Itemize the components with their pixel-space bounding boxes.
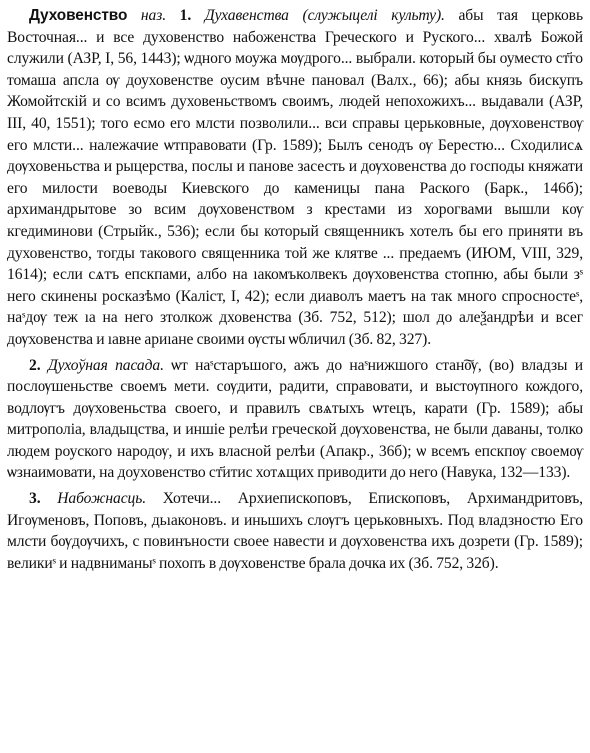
sense-number: 3. [29,490,41,508]
sense-gloss: Духавенства (служыцелі культу). [204,7,445,24]
sense-text: Хотечи... Архиепископовъ, Епископовъ, Архимандритовъ, Игѹменовъ, Поповъ, дьıаконовъ. и иньшихъ слѹгъ церьковныхъ. Под владзностю Его млсти бѹдѹчихъ, с повинъности своее навести и дѹховенства ихъ дозрети (Гр. 1589); великиˢ и надвниманыˢ похопъ в дѹховенстве брала дочка их (Зб. 752, 32б). [7,490,583,572]
sense-1 [7,5,583,351]
sense-gloss: Набожнасць. [57,490,147,508]
sense-text: абы тая церковь Восточная... и все духовенство набоженства Греческого и Руского... хвалѣ Божой служили (АЗР, I, 56, 1443); ѡдного моужа мѹдрого... выбрали. который бы оуместо ст҃го томаша апсла ѹ доуховенстве оусим вѣчне пановал (Валх., 66); абы князь бискупъ Жомойтскій и со всимъ духовеньствомъ своимъ, людей непохожихъ... выдавали (АЗР, III, 40, 1551); того есмо его млсти позволили... вси справы церьковные, дѹховенствѹ его млсти... належачие ѡтправовати (Гр. 1589); Былъ сенодъ ѹ Берестю... Сходилисѧ дѹховеньства и рыцерства, послы и панове засесть и дѹховенства до господы княжати его милости воеводы Киевского до каменицы пана Раского (Барк., 146б); архимандрытове зо всим дѹховенством з крестами из хорогвами вышли кѹ кгедиминови (Стрыйк., 536); если бы который священникъ хотелъ бы его приняти въ духовенство, тогды такового священника той же клятве ... предаемъ (ИЮМ, VIII, 329, 1614); если сѧтъ епскпами, албо на ıакомъколвекъ дѹховенства стопню, абы были зˢ него скинены росказѣмо (Каліст, I, 42); если диаволъ маетъ на так много спросностеˢ, наˢдѹ теж ıа на него зтолкож дховенства (Зб. 752, 512); шол до алеѯандрѣи и всег дѹховенства и ıавне ариıане своими ѹсты ѡбличил (Зб. 82, 327). [7,7,583,348]
sense-number: 2. [29,356,41,374]
sense-gloss: Духоўная пасада. [47,356,164,374]
headword: Духовенство [29,7,128,24]
sense-3 [7,488,583,574]
grammar-label: наз. [140,7,166,24]
sense-number: 1. [179,7,192,24]
sense-text: ѡт наˢстаръшого, ажъ до наˢнижшого стан͠ѹ, (во) владзы и послѹшеньстве своемъ мети. сѹдити, радити, справовати, и выстѹпного кождого, водлѹгъ дѹховеньства своего, и правилъ свѧтыхъ ѡтецъ, карати (Гр. 1589); абы митрополіа, владыцства, и иншіе релѣи греческой дѹховенства, не были даваны, толко людем роуского народѹ, и ихъ власной релѣи (Апакр., 36б); ѡ всемъ епскпѹ своемѹ ѡзнаимовати, на доуховенство ст҃итис хотѧщих приводити до него (Навука, 132—133). [7,356,583,482]
sense-2 [7,355,583,485]
